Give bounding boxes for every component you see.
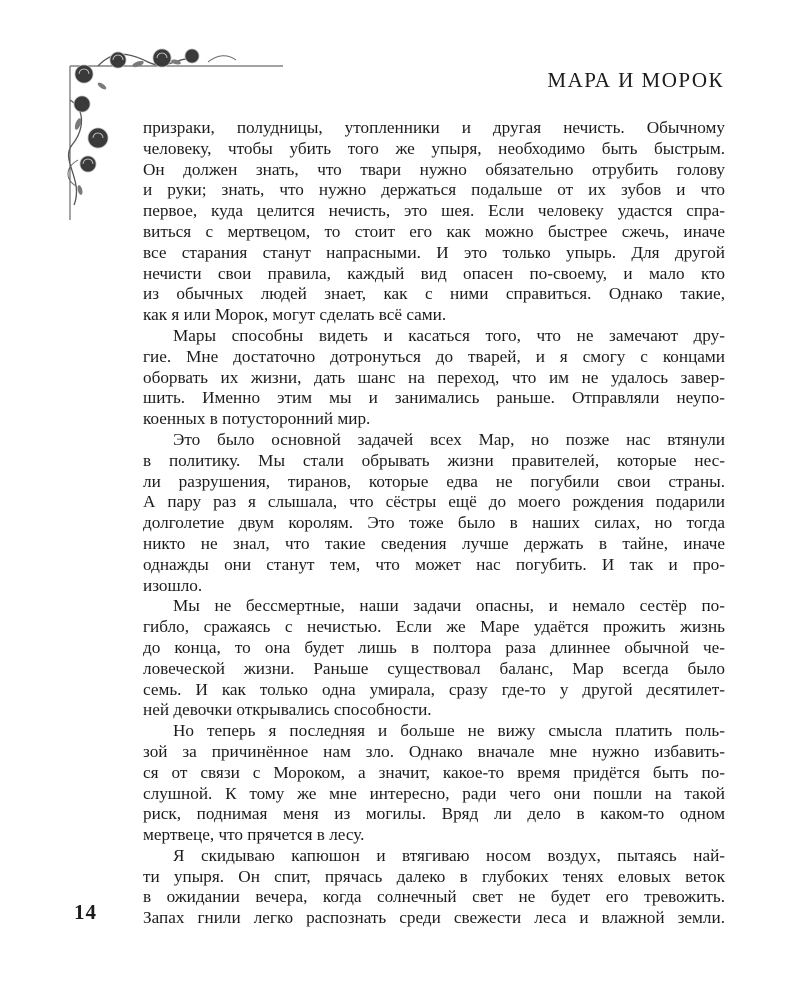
text-line: гибло, сражаясь с нечистью. Если же Маре удаётся прожить жизнь: [143, 617, 725, 637]
text-line: мертвеце, что прячется в лесу.: [143, 825, 365, 845]
text-line: зой за причинённое нам зло. Однако вначале мне нужно избавить-: [143, 741, 725, 761]
text-line: как я или Морок, могут сделать всё сами.: [143, 305, 447, 325]
text-line: человеку, чтобы убить того же упыря, необходимо быть быстрым.: [143, 138, 725, 158]
text-line: Мары способны видеть и касаться того, что не замечают дру-: [173, 325, 725, 345]
text-line: Он должен знать, что твари нужно обязательно отрубить голову: [143, 159, 725, 179]
text-line: ли разрушения, тиранов, которые едва не погубили свои страны.: [143, 471, 725, 491]
text-line: Запах гнили легко распознать среди свежести леса и влажной земли.: [143, 908, 725, 928]
text-line: изошло.: [143, 575, 203, 595]
text-line: А пару раз я слышала, что сёстры ещё до моего рождения подарили: [143, 492, 725, 512]
text-line: все старания станут напрасными. И это только упырь. Для другой: [143, 242, 725, 262]
text-line: Но теперь я последняя и больше не вижу смысла платить поль-: [173, 721, 725, 741]
text-line: Я скидываю капюшон и втягиваю носом воздух, пытаясь най-: [173, 845, 725, 865]
text-line: виться с мертвецом, то стоит его как можно быстрее сжечь, иначе: [143, 221, 725, 241]
body-text: [143, 118, 725, 929]
running-head-title: МАРА И МОРОК: [547, 68, 724, 92]
text-line: ней девочки открывались способности.: [143, 700, 432, 720]
text-line: ся от связи с Мороком, а значит, какое-то время придётся быть по-: [143, 762, 725, 782]
text-line: коенных в потусторонний мир.: [143, 409, 371, 429]
text-line: Это было основной задачей всех Мар, но позже нас втянули: [173, 429, 725, 449]
text-line: в политику. Мы стали обрывать жизни правителей, которые нес-: [143, 450, 725, 470]
text-line: нечисти свои правила, каждый вид опасен по-своему, и мало кто: [143, 263, 725, 283]
text-line: шить. Именно этим мы и занимались раньше. Отправляли неупо-: [143, 388, 725, 408]
text-line: до конца, то она будет лишь в полтора раза длиннее обычной че-: [143, 637, 725, 657]
text-line: призраки, полудницы, утопленники и другая нечисть. Обычному: [143, 118, 725, 137]
text-line: однажды они станут тем, что может нас погубить. И так и про-: [143, 554, 725, 574]
text-line: ти упыря. Он спит, прячась далеко в глубоких тенях еловых веток: [143, 866, 725, 886]
text-line: первое, куда целится нечисть, это шея. Если человеку удастся спра-: [143, 201, 725, 221]
text-line: гие. Мне достаточно дотронуться до тварей, и я смогу с концами: [143, 346, 725, 366]
text-line: никто не знал, что такие сведения лучше держать в тайне, иначе: [143, 533, 725, 553]
text-line: оборвать их жизни, дать шанс на переход, что им не удалось завер-: [143, 367, 725, 387]
text-line: Мы не бессмертные, наши задачи опасны, и немало сестёр по-: [173, 596, 725, 616]
text-line: и руки; знать, что нужно держаться подальше от их зубов и что: [143, 180, 725, 200]
text-line: ловеческой жизни. Раньше существовал баланс, Мар всегда было: [143, 658, 725, 678]
text-line: семь. И как только одна умирала, сразу где-то у другой десятилет-: [143, 679, 725, 699]
text-line: слушной. К тому же мне интересно, ради чего они пошли на такой: [143, 783, 725, 803]
text-line: риск, поднимая меня из могилы. Вряд ли дело в каком-то одном: [143, 804, 725, 824]
text-line: долголетие двум королям. Это тоже было в наших силах, но тогда: [143, 513, 725, 533]
page-number: 14: [74, 900, 97, 924]
text-line: из обычных людей знает, как с ними справиться. Однако такие,: [143, 284, 725, 304]
text-line: в ожидании вечера, когда солнечный свет не будет его тревожить.: [143, 887, 725, 907]
